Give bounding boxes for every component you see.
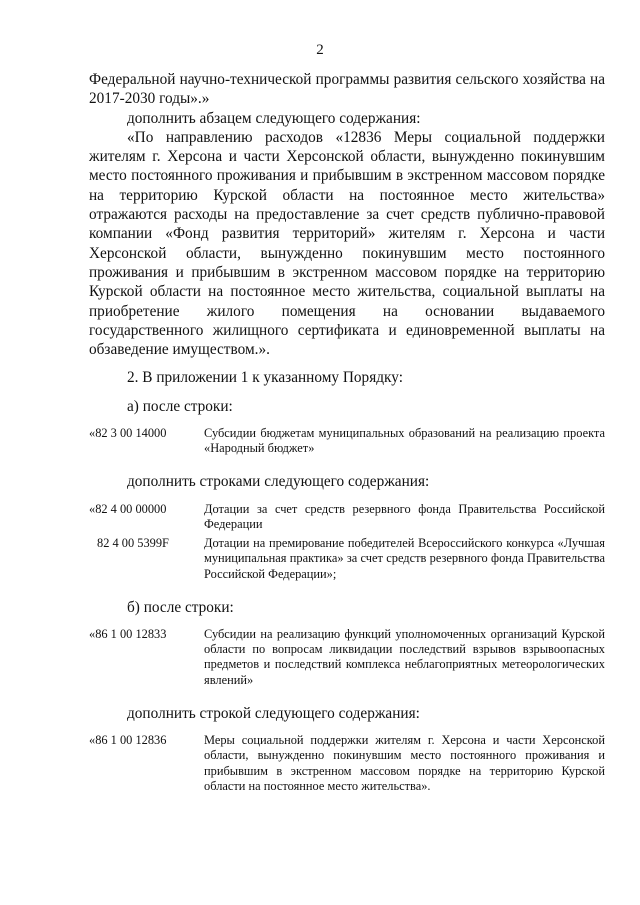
table-row: [89, 733, 605, 794]
paragraph-a-after-line: а) после строки:: [127, 397, 233, 415]
row-text: Меры социальной поддержки жителям г. Херсона и части Херсонской области, вынужденно покинувшим место постоянного проживания и прибывшим в экстренном массовом порядке на территорию Курской области на постоянное место жительства».: [204, 733, 605, 793]
row-text: Дотации на премирование победителей Всероссийского конкурса «Лучшая муниципальная практика» за счет средств резервного фонда Правительства Российской Федерации»;: [204, 536, 605, 581]
table-row: [89, 426, 605, 456]
row-code: 82 4 00 5399F: [97, 536, 169, 551]
paragraph-add-lines: дополнить строками следующего содержания:: [127, 473, 430, 491]
paragraph-program-name: Федеральной научно-технической программы развития сельского хозяйства на 2017-2030 годы».»: [89, 71, 605, 108]
paragraph-b-after-line: б) после строки:: [127, 598, 234, 616]
row-text: Субсидии бюджетам муниципальных образований на реализацию проекта «Народный бюджет»: [204, 426, 605, 456]
paragraph-add-line: дополнить строкой следующего содержания:: [127, 704, 420, 722]
row-code: «86 1 00 12836: [89, 733, 167, 748]
table-row: [89, 627, 605, 688]
paragraph-expense-direction: «По направлению расходов «12836 Меры социальной поддержки жителям г. Херсона и части Херсонской области, вынужденно покинувшим место постоянного проживания и прибывшим в экстренном массовом порядке на территорию Курской области на постоянное место жительства» отражаются расходы на предоставление за счет средств публично-правовой компании «Фонд развития территорий» жителям г. Херсона и части Херсонской области, вынужденно покинувшим место постоянного проживания и прибывшим в экстренном массовом порядке на территорию Курской области на постоянное место жительства, социальной выплаты на приобретение жилого помещения на основании выдаваемого государственного жилищного сертификата и единовременной выплаты на обзаведение имуществом.».: [89, 128, 605, 359]
table-row: [89, 502, 605, 532]
row-code: «86 1 00 12833: [89, 627, 167, 642]
row-text: Дотации за счет средств резервного фонда Правительства Российской Федерации: [204, 501, 605, 531]
page-number: 2: [316, 42, 324, 58]
row-code: «82 4 00 00000: [89, 501, 167, 516]
paragraph-appendix-1: 2. В приложении 1 к указанному Порядку:: [127, 369, 403, 387]
document-body: [89, 70, 605, 794]
table-row: [89, 536, 605, 582]
row-code: «82 3 00 14000: [89, 426, 167, 441]
row-text: Субсидии на реализацию функций уполномоченных организаций Курской области по вопросам ликвидации последствий взрывов взрывоопасных предметов и последствий комплекса неблагоприятных метеорологических явлений»: [204, 627, 605, 687]
paragraph-add-abzac: дополнить абзацем следующего содержания:: [127, 109, 421, 127]
